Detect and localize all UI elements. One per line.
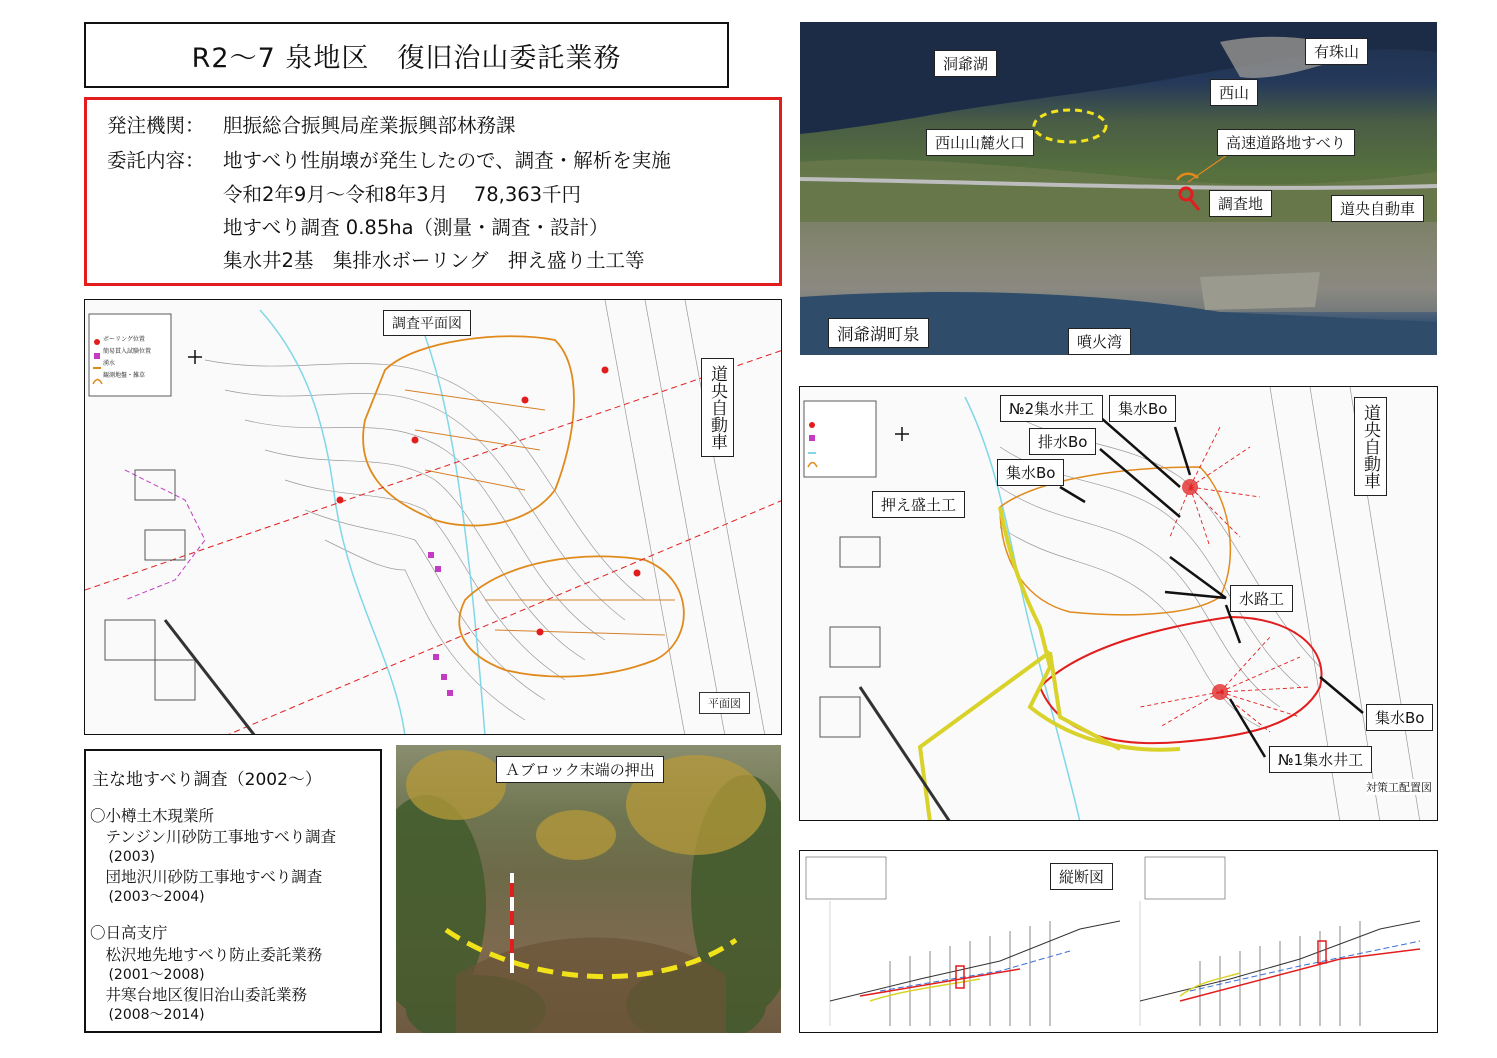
- survey-history-box: [84, 749, 382, 1033]
- label-expressway: 道央自動車: [1331, 195, 1424, 222]
- survey-plan-map: [84, 299, 782, 735]
- label-well-no1: №1集水井工: [1269, 746, 1372, 773]
- label-nishiyama: 西山: [1210, 79, 1258, 106]
- aerial-terrain: [800, 22, 1437, 355]
- works-expressway-label: 道央自動車: [1354, 397, 1387, 496]
- section-title: 縦断図: [1050, 863, 1113, 890]
- site-photo: [396, 745, 781, 1033]
- aerial-photo: [800, 22, 1437, 355]
- legend-spring: 湧水: [103, 360, 116, 367]
- label-collect-bo-mid: 集水Bo: [997, 459, 1064, 486]
- survey-item: (2003): [90, 849, 156, 865]
- survey-item: 〇小樽土木現業所: [90, 807, 215, 825]
- client-label: 発注機関：: [107, 114, 205, 137]
- label-channel: 水路工: [1230, 585, 1293, 612]
- period-cost: 令和2年9月〜令和8年3月 78,363千円: [223, 183, 582, 206]
- legend-boring: ボーリング位置: [103, 336, 145, 343]
- survey-item: (2001〜2008): [90, 967, 205, 983]
- works-map-caption: 対策工配置図: [1366, 781, 1432, 794]
- legend-observation: 観測地盤・雑草: [103, 372, 146, 379]
- label-survey-site: 調査地: [1209, 190, 1272, 217]
- photo-caption: Ａブロック末端の押出: [496, 756, 664, 783]
- legend-penetration: 簡易貫入試験位置: [103, 348, 152, 355]
- label-well-no2: №2集水井工: [1000, 395, 1103, 422]
- survey-history-heading: 主な地すべり調査（2002〜）: [92, 770, 322, 790]
- section-drawing: [800, 851, 1438, 1033]
- label-nishiyama-crater: 西山山麓火口: [926, 129, 1034, 156]
- longitudinal-section: [799, 850, 1438, 1033]
- works-list: 集水井2基 集排水ボーリング 押え盛り土工等: [223, 249, 645, 272]
- page-title-box: [84, 22, 729, 88]
- survey-item: 井寒台地区復旧治山委託業務: [90, 986, 308, 1004]
- survey-item: (2008〜2014): [90, 1007, 205, 1023]
- plan-legend: [103, 334, 151, 382]
- survey-scope: 地すべり調査 0.85ha（測量・調査・設計）: [223, 216, 609, 239]
- page-title: R2〜7 泉地区 復旧治山委託業務: [191, 42, 622, 74]
- plan-map-title: 調査平面図: [383, 310, 471, 336]
- label-collect-bo-right: 集水Bo: [1366, 704, 1433, 731]
- label-funka-bay: 噴火湾: [1068, 328, 1131, 355]
- survey-item: テンジン川砂防工事地すべり調査: [90, 828, 337, 846]
- label-fill: 押え盛土工: [872, 491, 965, 518]
- content-value: 地すべり性崩壊が発生したので、調査・解析を実施: [223, 149, 671, 172]
- survey-item: 団地沢川砂防工事地すべり調査: [90, 868, 323, 886]
- photo-scene: [396, 745, 781, 1033]
- content-label: 委託内容：: [107, 149, 205, 172]
- survey-item: 松沢地先地すべり防止委託業務: [90, 946, 323, 964]
- plan-map-caption: 平面図: [699, 692, 750, 714]
- project-info-box: [84, 97, 782, 286]
- label-drain-bo: 排水Bo: [1029, 428, 1096, 455]
- label-izumi: 洞爺湖町泉: [828, 318, 929, 348]
- client-value: 胆振総合振興局産業振興部林務課: [223, 114, 516, 137]
- survey-item: 〇日高支庁: [90, 924, 168, 942]
- label-toya-lake: 洞爺湖: [934, 50, 997, 77]
- plan-expressway-label: 道央自動車: [701, 358, 734, 457]
- countermeasure-map: [799, 386, 1438, 821]
- label-usu-mountain: 有珠山: [1305, 38, 1368, 65]
- label-collect-bo-top: 集水Bo: [1109, 395, 1176, 422]
- survey-item: (2003〜2004): [90, 889, 205, 905]
- label-highway-slide: 高速道路地すべり: [1217, 129, 1355, 156]
- plan-map-drawing: [85, 300, 782, 735]
